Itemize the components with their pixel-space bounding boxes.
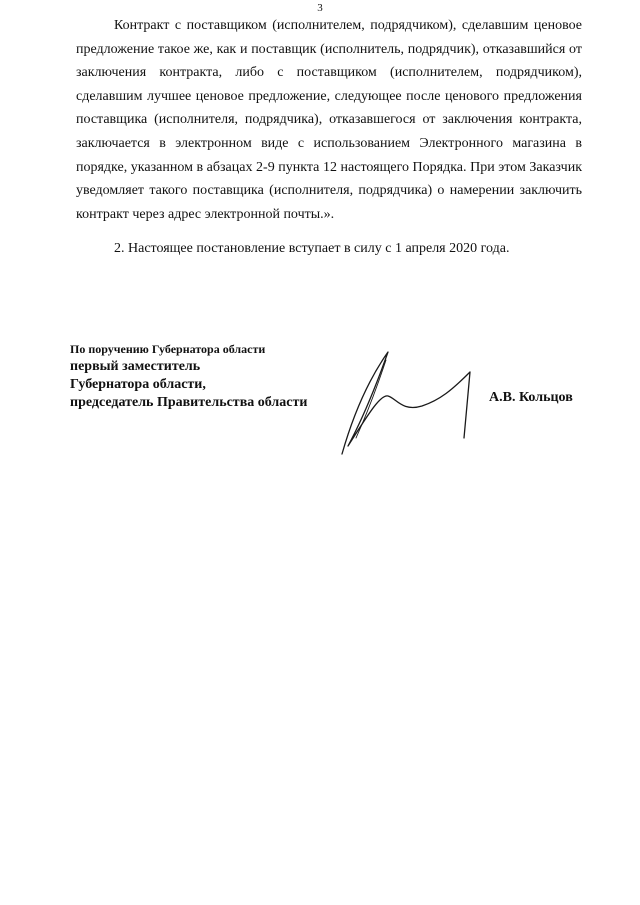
body-paragraph-contract: Контракт с поставщиком (исполнителем, подрядчиком), сделавшим ценовое предложение такое же, как и поставщик (исполнитель, подрядчик), отказавшийся от заключения контракта, либо с поставщиком (исполнителем, подрядчиком), сделавшим лучшее ценовое предложение, следующее после ценового предложения поставщика (исполнителя, подрядчика), отказавшегося от заключения контракта, заключается в электронном виде с использованием Электронного магазина в порядке, указанном в абзацах 2-9 пункта 12 настоящего Порядка. При этом Заказчик уведомляет такого поставщика (исполнителя, подрядчика) о намерении заключить контракт через адрес электронной почты.». [76,18,582,222]
on-behalf-line: По поручению Губернатора области [70,342,266,356]
signer-title-line-3: председатель Правительства области [70,395,308,410]
signature-block [70,340,370,412]
signer-title-line-2: Губернатора области, [70,377,206,392]
signer-title-line-1: первый заместитель [70,359,201,374]
page-number: 3 [317,2,323,14]
document-body [76,14,582,261]
body-paragraph-effective-date: 2. Настоящее постановление вступает в силу с 1 апреля 2020 года. [114,241,510,257]
handwritten-signature [336,346,476,456]
signer-name: А.В. Кольцов [489,390,573,405]
